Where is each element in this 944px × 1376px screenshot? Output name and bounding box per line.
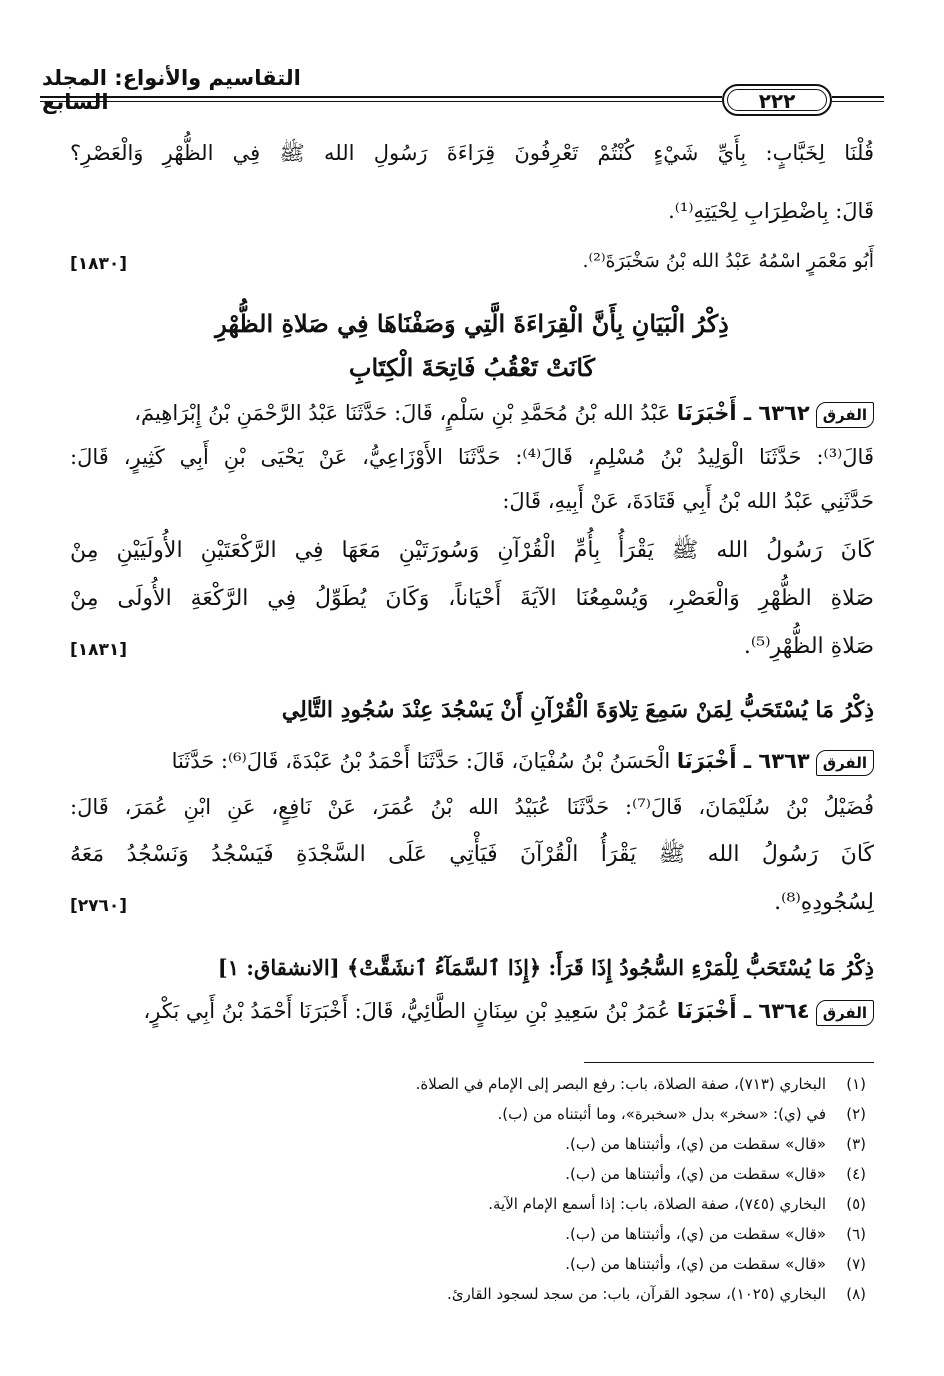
hadith-badge: الفرق <box>816 1000 874 1026</box>
hadith-isnad-line <box>70 746 874 776</box>
text-line: أَبُو مَعْمَرٍ اسْمُهُ عَبْدُ الله بْنُ سَخْبَرَةَ⁽²⁾. <box>582 250 874 272</box>
footnote-number: (٤) <box>846 1165 866 1183</box>
hadith-isnad-line <box>70 996 874 1026</box>
matn-line: كَانَ رَسُولُ الله ﷺ يَقْرَأُ بِأُمِّ الْقُرْآنِ وَسُورَتَيْنِ مَعَهَا فِي الرَّكْعَتَيْنِ الأُولَيَيْنِ مِنْ <box>70 538 874 563</box>
running-title: التقاسيم والأنواع: المجلد السابع <box>42 66 301 114</box>
footnote-text: البخاري (٧٤٥)، صفة الصلاة، باب: إذا أسمع الإمام الآية. <box>488 1195 826 1213</box>
matn-line: لِسُجُودِهِ⁽⁸⁾. <box>774 890 874 915</box>
footnote <box>565 1134 866 1154</box>
hadith-reference: [٢٧٦٠] <box>70 896 128 916</box>
hadith-badge: الفرق <box>816 402 874 428</box>
page-number: ٢٢٢ <box>758 89 796 113</box>
footnote-text: في (ي): «سخر» بدل «سخبرة»، وما أثبتناه من (ب). <box>497 1105 826 1123</box>
footnote <box>498 1104 867 1124</box>
hadith-number: ٦٣٦٢ ـ أَخْبَرَنَا <box>676 401 810 425</box>
text-line: فُضَيْلُ بْنُ سُلَيْمَانَ، قَالَ⁽⁷⁾: حَدَّثَنَا عُبَيْدُ الله بْنُ عُمَرَ، عَنْ نَافِعٍ، عَنِ ابْنِ عُمَرَ، قَالَ: <box>70 795 874 819</box>
footnote-text: «قال» سقطت من (ي)، وأثبتناها من (ب). <box>565 1225 826 1243</box>
footnote-text: «قال» سقطت من (ي)، وأثبتناها من (ب). <box>565 1165 826 1183</box>
hadith-badge: الفرق <box>816 750 874 776</box>
hadith-reference: [١٨٣٠] <box>70 254 128 274</box>
hadith-number: ٦٣٦٤ ـ أَخْبَرَنَا <box>676 999 810 1023</box>
footnote-separator <box>584 1062 874 1063</box>
isnad-text: الْحَسَنُ بْنُ سُفْيَانَ، قَالَ: حَدَّثَنَا أَحْمَدُ بْنُ عَبْدَةَ، قَالَ⁽⁶⁾: حَدَّثَنَا <box>171 749 671 773</box>
isnad-text: عَبْدُ الله بْنُ مُحَمَّدِ بْنِ سَلْمٍ، قَالَ: حَدَّثَنَا عَبْدُ الرَّحْمَنِ بْنُ إِبْرَاهِيمَ، <box>134 401 671 425</box>
page-number-frame <box>722 84 832 116</box>
footnote-text: البخاري (٧١٣)، صفة الصلاة، باب: رفع البصر إلى الإمام في الصلاة. <box>415 1075 826 1093</box>
chapter-heading: كَانَتْ تَعْقُبُ فَاتِحَةَ الْكِتَابِ <box>348 353 596 382</box>
text-line: حَدَّثَنِي عَبْدُ الله بْنُ أَبِي قَتَادَةَ، عَنْ أَبِيهِ، قَالَ: <box>502 489 874 513</box>
hadith-number: ٦٣٦٣ ـ أَخْبَرَنَا <box>676 749 810 773</box>
footnote-number: (٣) <box>846 1135 866 1153</box>
footnote <box>488 1194 866 1214</box>
text-line: قَالَ: بِاضْطِرَابِ لِحْيَتِهِ⁽¹⁾. <box>668 199 874 223</box>
hadith-reference: [١٨٣١] <box>70 640 128 660</box>
header-rule-right <box>832 96 884 98</box>
text-line: قَالَ⁽³⁾: حَدَّثَنَا الْوَلِيدُ بْنُ مُسْلِمٍ، قَالَ⁽⁴⁾: حَدَّثَنَا الأَوْزَاعِيُّ، عَنْ يَحْيَى بْنِ أَبِي كَثِيرٍ، قَالَ: <box>70 445 874 469</box>
header-rule-thin <box>40 101 722 102</box>
footnote <box>416 1074 866 1094</box>
footnote-number: (١) <box>846 1075 866 1093</box>
chapter-heading: ذِكْرُ مَا يُسْتَحَبُّ لِمَنْ سَمِعَ تِلاوَةَ الْقُرْآنِ أَنْ يَسْجُدَ عِنْدَ سُجُودِ التَّالِي <box>281 697 874 723</box>
footnote <box>565 1224 866 1244</box>
matn-line: صَلاةِ الظُّهْرِ⁽⁵⁾. <box>743 634 874 659</box>
footnote <box>565 1254 866 1274</box>
hadith-isnad-line <box>70 398 874 428</box>
footnote <box>447 1284 866 1304</box>
header-rule <box>40 96 722 98</box>
footnote-number: (٢) <box>846 1105 866 1123</box>
footnote-number: (٦) <box>846 1225 866 1243</box>
matn-line: صَلاةِ الظُّهْرِ وَالْعَصْرِ، وَيُسْمِعُنَا الآيَةَ أَحْيَاناً، وَكَانَ يُطَوِّلُ فِي الرَّكْعَةِ الأُولَى مِنْ <box>70 586 874 611</box>
header-rule-right-thin <box>832 101 884 102</box>
footnote <box>565 1164 866 1184</box>
footnote-number: (٧) <box>846 1255 866 1273</box>
isnad-text: عُمَرُ بْنُ سَعِيدِ بْنِ سِنَانٍ الطَّائِيُّ، قَالَ: أَخْبَرَنَا أَحْمَدُ بْنُ أَبِي بَكْرٍ، <box>143 999 671 1023</box>
footnote-number: (٥) <box>846 1195 866 1213</box>
footnote-text: «قال» سقطت من (ي)، وأثبتناها من (ب). <box>565 1135 826 1153</box>
footnote-number: (٨) <box>846 1285 866 1303</box>
matn-line: كَانَ رَسُولُ الله ﷺ يَقْرَأُ الْقُرْآنَ فَيَأْتِي عَلَى السَّجْدَةِ فَيَسْجُدُ وَنَسْجُدُ مَعَهُ <box>70 842 874 867</box>
footnote-text: «قال» سقطت من (ي)، وأثبتناها من (ب). <box>565 1255 826 1273</box>
chapter-heading: ذِكْرُ مَا يُسْتَحَبُّ لِلْمَرْءِ السُّجُودُ إِذَا قَرَأَ: ﴿إِذَا ٱلسَّمَآءُ ٱنشَقَّتْ﴾ [الانشقاق: ١] <box>217 955 874 980</box>
chapter-heading: ذِكْرُ الْبَيَانِ بِأَنَّ الْقِرَاءَةَ الَّتِي وَصَفْنَاهَا فِي صَلاةِ الظُّهْرِ <box>215 309 729 338</box>
text-line: قُلْنَا لِخَبَّابٍ: بِأَيِّ شَيْءٍ كُنْتُمْ تَعْرِفُونَ قِرَاءَةَ رَسُولِ الله ﷺ فِي الظُّهْرِ وَالْعَصْرِ؟ <box>70 141 874 165</box>
footnote-text: البخاري (١٠٢٥)، سجود القرآن، باب: من سجد لسجود القارئ. <box>447 1285 826 1303</box>
